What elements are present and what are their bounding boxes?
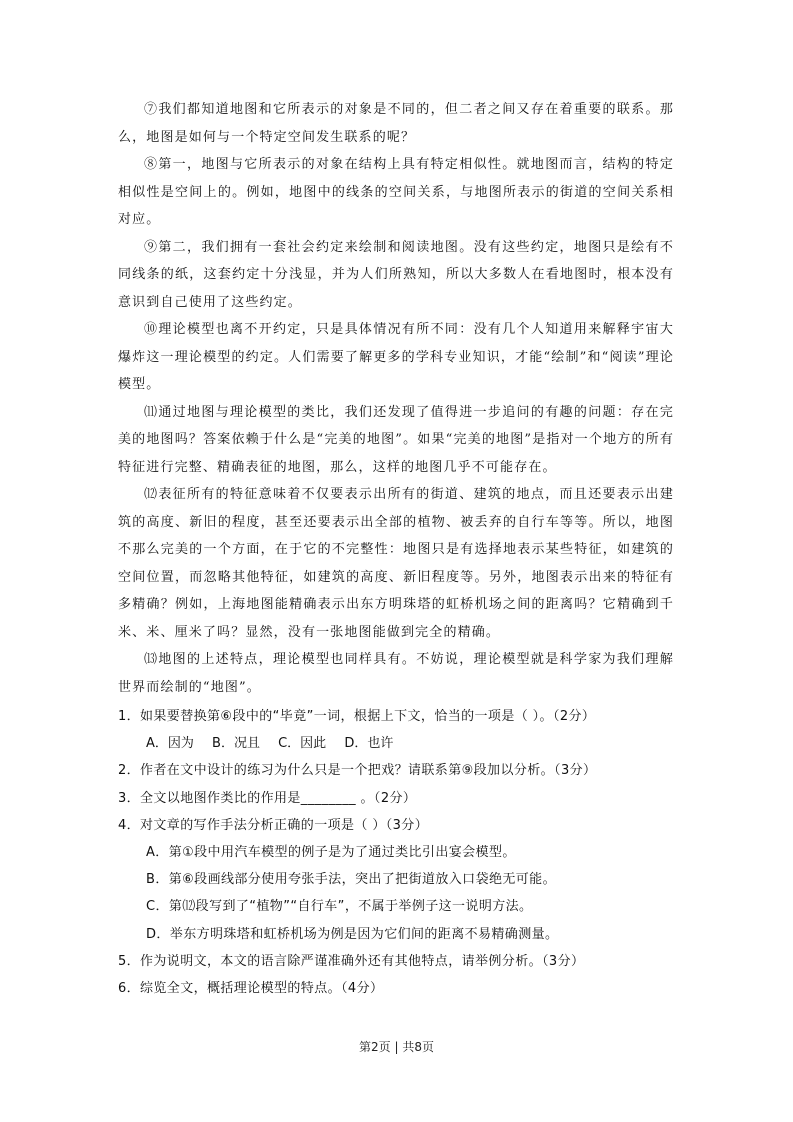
page-footer: 第2页 | 共8页	[359, 1040, 434, 1054]
paragraph-12: ⑿表征所有的特征意味着不仅要表示出所有的街道、建筑的地点，而且还要表示出建筑的高度、新旧的程度，甚至还要表示出全部的植物、被丢弃的自行车等等。所以，地图不那么完美的一个方面，在于它的不完整性：地图只是有选择地表示某些特征，如建筑的空间位置，而忽略其他特征，如建筑的高度、新旧程度等。另外，地图表示出来的特征有多精确？例如，上海地图能精确表示出东方明珠塔的虹桥机场之间的距离吗？它精确到千米、米、厘米了吗？显然，没有一张地图能做到完全的精确。	[118, 487, 674, 640]
option-a: A．因为	[146, 736, 194, 752]
question-1-options	[118, 730, 674, 757]
option-c: C．因此	[278, 736, 327, 752]
question-number: 2．	[118, 763, 141, 779]
question-number: 6．	[118, 981, 141, 997]
question-4-option-a: A．第①段中用汽车模型的例子是为了通过类比引出宴会模型。	[146, 845, 516, 861]
paragraph-8: ⑧第一，地图与它所表示的对象在结构上具有特定相似性。就地图而言，结构的特定相似性是空间上的。例如，地图中的线条的空间关系，与地图所表示的街道的空间关系相对应。	[118, 157, 674, 227]
question-4-option-d: D．举东方明珠塔和虹桥机场为例是因为它们间的距离不易精确测量。	[146, 926, 559, 942]
document-body	[118, 96, 674, 1002]
question-text: 全文以地图作类比的作用是________ 。（2分）	[140, 790, 417, 806]
question-text: 综览全文，概括理论模型的特点。（4分）	[140, 981, 384, 997]
option-d: D．也许	[344, 736, 394, 752]
question-text: 如果要替换第⑥段中的“毕竟”一词，根据上下文，恰当的一项是（ ）。（2分）	[140, 709, 596, 724]
question-number: 4．	[118, 817, 141, 833]
paragraph-10: ⑩理论模型也离不开约定，只是具体情况有所不同：没有几个人知道用来解释宇宙大爆炸这一理论模型的约定。人们需要了解更多的学科专业知识，才能“绘制”和“阅读”理论模型。	[118, 322, 674, 392]
option-b: B．况且	[212, 736, 260, 752]
paragraph-11: ⑾通过地图与理论模型的类比，我们还发现了值得进一步追问的有趣的问题：存在完美的地图吗？答案依赖于什么是“完美的地图”。如果“完美的地图”是指对一个地方的所有特征进行完整、精确表征的地图，那么，这样的地图几乎不可能存在。	[118, 404, 674, 475]
question-4-option-b: B．第⑥段画线部分使用夸张手法，突出了把街道放入口袋绝无可能。	[146, 872, 556, 888]
question-5	[118, 948, 674, 975]
question-number: 1．	[118, 709, 141, 724]
question-text: 作为说明文，本文的语言除严谨准确外还有其他特点，请举例分析。（3分）	[140, 953, 585, 969]
question-1	[118, 703, 674, 730]
question-number: 3．	[118, 790, 141, 806]
question-2	[118, 757, 674, 784]
question-3	[118, 785, 674, 812]
question-text: 对文章的写作手法分析正确的一项是（ ）（3分）	[140, 817, 429, 833]
question-6	[118, 975, 674, 1002]
paragraph-13: ⒀地图的上述特点，理论模型也同样具有。不妨说，理论模型就是科学家为我们理解世界而绘制的“地图”。	[118, 652, 674, 695]
question-4-option-c: C．第⑿段写到了“植物”“自行车”，不属于举例子这一说明方法。	[146, 899, 533, 915]
paragraph-9: ⑨第二，我们拥有一套社会约定来绘制和阅读地图。没有这些约定，地图只是绘有不同线条的纸，这套约定十分浅显，并为人们所熟知，所以大多数人在看地图时，根本没有意识到自己使用了这些约定。	[118, 239, 674, 310]
paragraph-7: ⑦我们都知道地图和它所表示的对象是不同的，但二者之间又存在着重要的联系。那么，地图是如何与一个特定空间发生联系的呢？	[118, 102, 674, 145]
question-number: 5．	[118, 953, 141, 969]
question-4	[118, 812, 674, 839]
question-text: 作者在文中设计的练习为什么只是一个把戏？请联系第⑨段加以分析。（3分）	[140, 763, 597, 779]
question-list	[118, 703, 674, 1002]
